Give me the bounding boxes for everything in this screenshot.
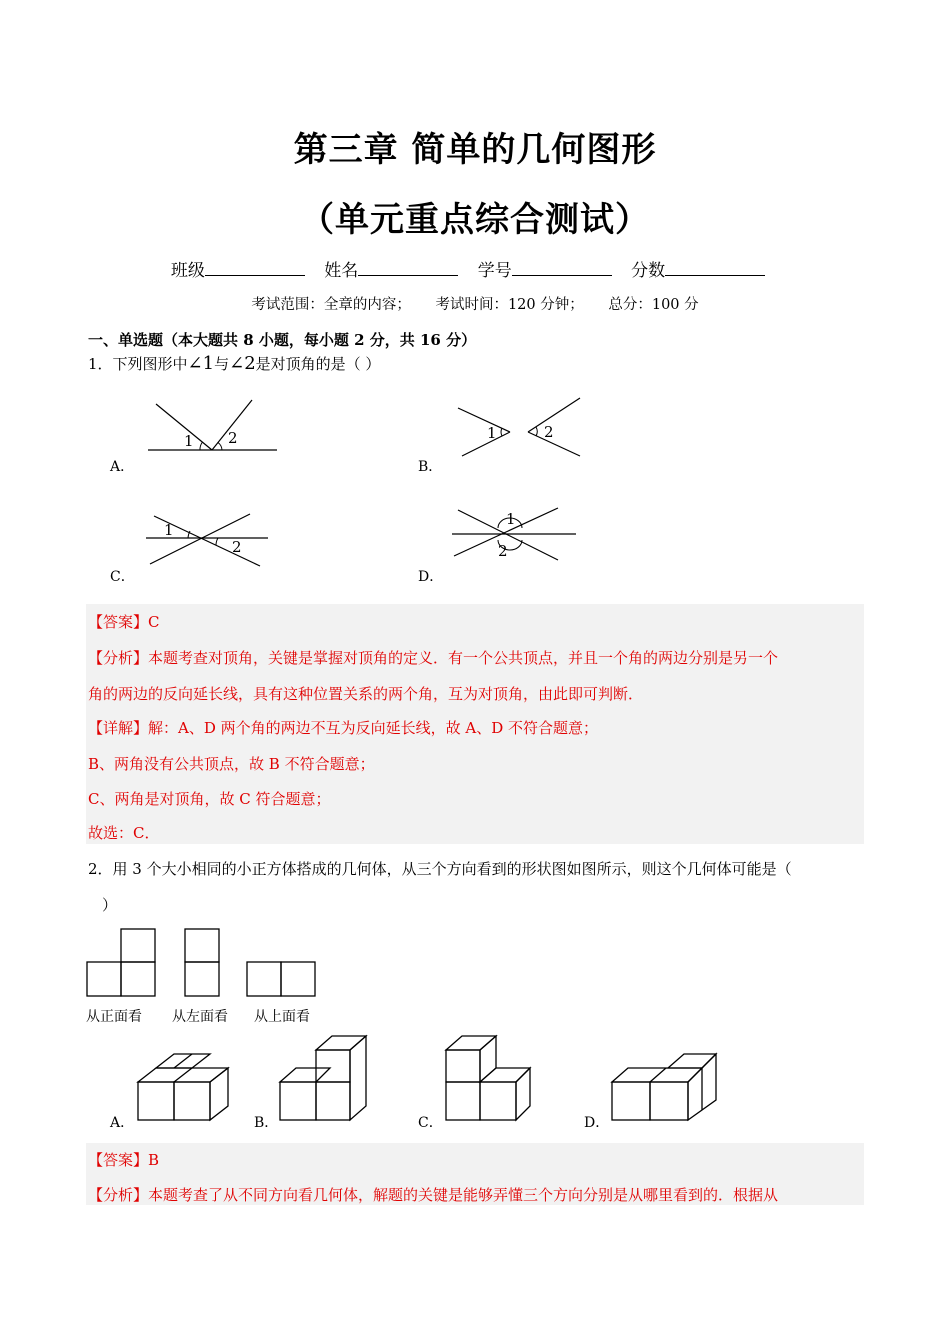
score-label: 分数 <box>631 261 666 281</box>
q2-option-c-label[interactable]: C． <box>418 1115 443 1131</box>
student-info-row <box>0 256 950 281</box>
page-subtitle: （单元重点综合测试） <box>300 200 650 240</box>
score-blank[interactable] <box>665 261 765 276</box>
q1-option-c-label[interactable]: C． <box>110 569 135 585</box>
left-view-caption: 从左面看 <box>172 1009 228 1025</box>
front-view-caption: 从正面看 <box>86 1009 142 1025</box>
left-view-figure <box>184 928 222 998</box>
top-view-caption: 从上面看 <box>254 1009 310 1025</box>
q2-option-b-label[interactable]: B． <box>254 1115 279 1131</box>
q2-option-d-label[interactable]: D． <box>584 1115 610 1131</box>
q1-option-d-label[interactable]: D． <box>418 569 444 585</box>
name-blank[interactable] <box>358 261 458 276</box>
q1b-label-1: 1 <box>487 424 497 442</box>
q1-option-c-figure <box>140 508 275 570</box>
q1-detail-tag: 【详解】 <box>88 719 149 737</box>
q2-option-a-label[interactable]: A． <box>110 1115 135 1131</box>
q1-option-a-label[interactable]: A． <box>110 459 135 475</box>
q1-analysis-line-1 <box>88 647 778 668</box>
q2-answer <box>88 1149 159 1170</box>
section-title: 一、单选题（本大题共 8 小题，每小题 2 分，共 16 分） <box>88 331 477 349</box>
q2-option-b-figure <box>278 1034 370 1124</box>
q1-detail-line-3: C、两角是对顶角，故 C 符合题意； <box>88 790 331 808</box>
q1-stem-part-a: 1．下列图形中 <box>88 355 188 373</box>
exam-total: 总分：100 分 <box>608 297 699 313</box>
q1-analysis-tag: 【分析】 <box>88 649 149 667</box>
q1-detail-text-1: 解：A、D 两个角的两边不互为反向延长线，故 A、D 不符合题意； <box>148 719 599 737</box>
q1-answer-text: C <box>148 613 160 631</box>
q1-angle-1: ∠1 <box>187 353 215 374</box>
q2-answer-block <box>86 1143 864 1205</box>
q1-analysis-line-2: 角的两边的反向延长线，具有这种位置关系的两个角，互为对顶角，由此即可判断． <box>88 685 644 703</box>
question-2-stem-line-1: 2．用 3 个大小相同的小正方体搭成的几何体，从三个方向看到的形状图如图所示，则这个几何体可能是（ <box>88 860 792 878</box>
front-view-figure <box>86 928 158 998</box>
q1-angle-2: ∠2 <box>229 353 256 374</box>
q1c-label-1: 1 <box>164 521 174 539</box>
q2-analysis-line-1 <box>88 1184 778 1205</box>
exam-scope: 考试范围：全章的内容； <box>251 297 411 313</box>
page-title: 第三章 简单的几何图形 <box>293 130 657 170</box>
exam-time: 考试时间：120 分钟； <box>435 297 584 313</box>
q1a-label-1: 1 <box>184 432 194 450</box>
q1d-label-2: 2 <box>498 542 508 560</box>
top-view-figure <box>246 961 318 999</box>
student-id-blank[interactable] <box>512 261 612 276</box>
q1-option-b-label[interactable]: B． <box>418 459 443 475</box>
q1-detail-line-4: 故选：C． <box>88 824 160 842</box>
q2-option-a-figure <box>136 1050 236 1124</box>
class-blank[interactable] <box>205 261 305 276</box>
q2-option-c-figure <box>444 1034 536 1124</box>
q1-answer-block <box>86 604 864 844</box>
student-id-label: 学号 <box>477 261 512 281</box>
q1d-label-1: 1 <box>506 510 516 528</box>
question-2-stem-line-2: ） <box>102 896 118 914</box>
q1-answer <box>88 611 160 632</box>
q2-answer-text: B <box>148 1151 160 1169</box>
q1-stem-part-b: 是对顶角的是（ ） <box>255 355 381 373</box>
q1-and: 与 <box>214 355 230 373</box>
q1-analysis-text-1: 本题考查对顶角，关键是掌握对顶角的定义．有一个公共顶点，并且一个角的两边分别是另一个 <box>148 649 779 667</box>
exam-meta <box>0 293 950 314</box>
q2-analysis-tag: 【分析】 <box>88 1186 149 1204</box>
q1b-label-2: 2 <box>544 423 554 441</box>
question-1-stem <box>88 353 380 374</box>
class-label: 班级 <box>170 261 205 281</box>
q1-option-a-figure <box>140 394 285 456</box>
q1-detail-line-2: B、两角没有公共顶点，故 B 不符合题意； <box>88 755 375 773</box>
q1-detail-line-1 <box>88 717 598 738</box>
q1-answer-tag: 【答案】 <box>88 613 149 631</box>
q2-option-d-figure <box>610 1050 720 1124</box>
q2-answer-tag: 【答案】 <box>88 1151 149 1169</box>
q1c-label-2: 2 <box>232 538 242 556</box>
q1-option-d-figure <box>450 506 580 566</box>
q1a-label-2: 2 <box>228 429 238 447</box>
q2-analysis-text-1: 本题考查了从不同方向看几何体，解题的关键是能够弄懂三个方向分别是从哪里看到的．根据从 <box>148 1186 779 1204</box>
name-label: 姓名 <box>324 261 359 281</box>
q1-option-b-figure <box>452 394 587 458</box>
